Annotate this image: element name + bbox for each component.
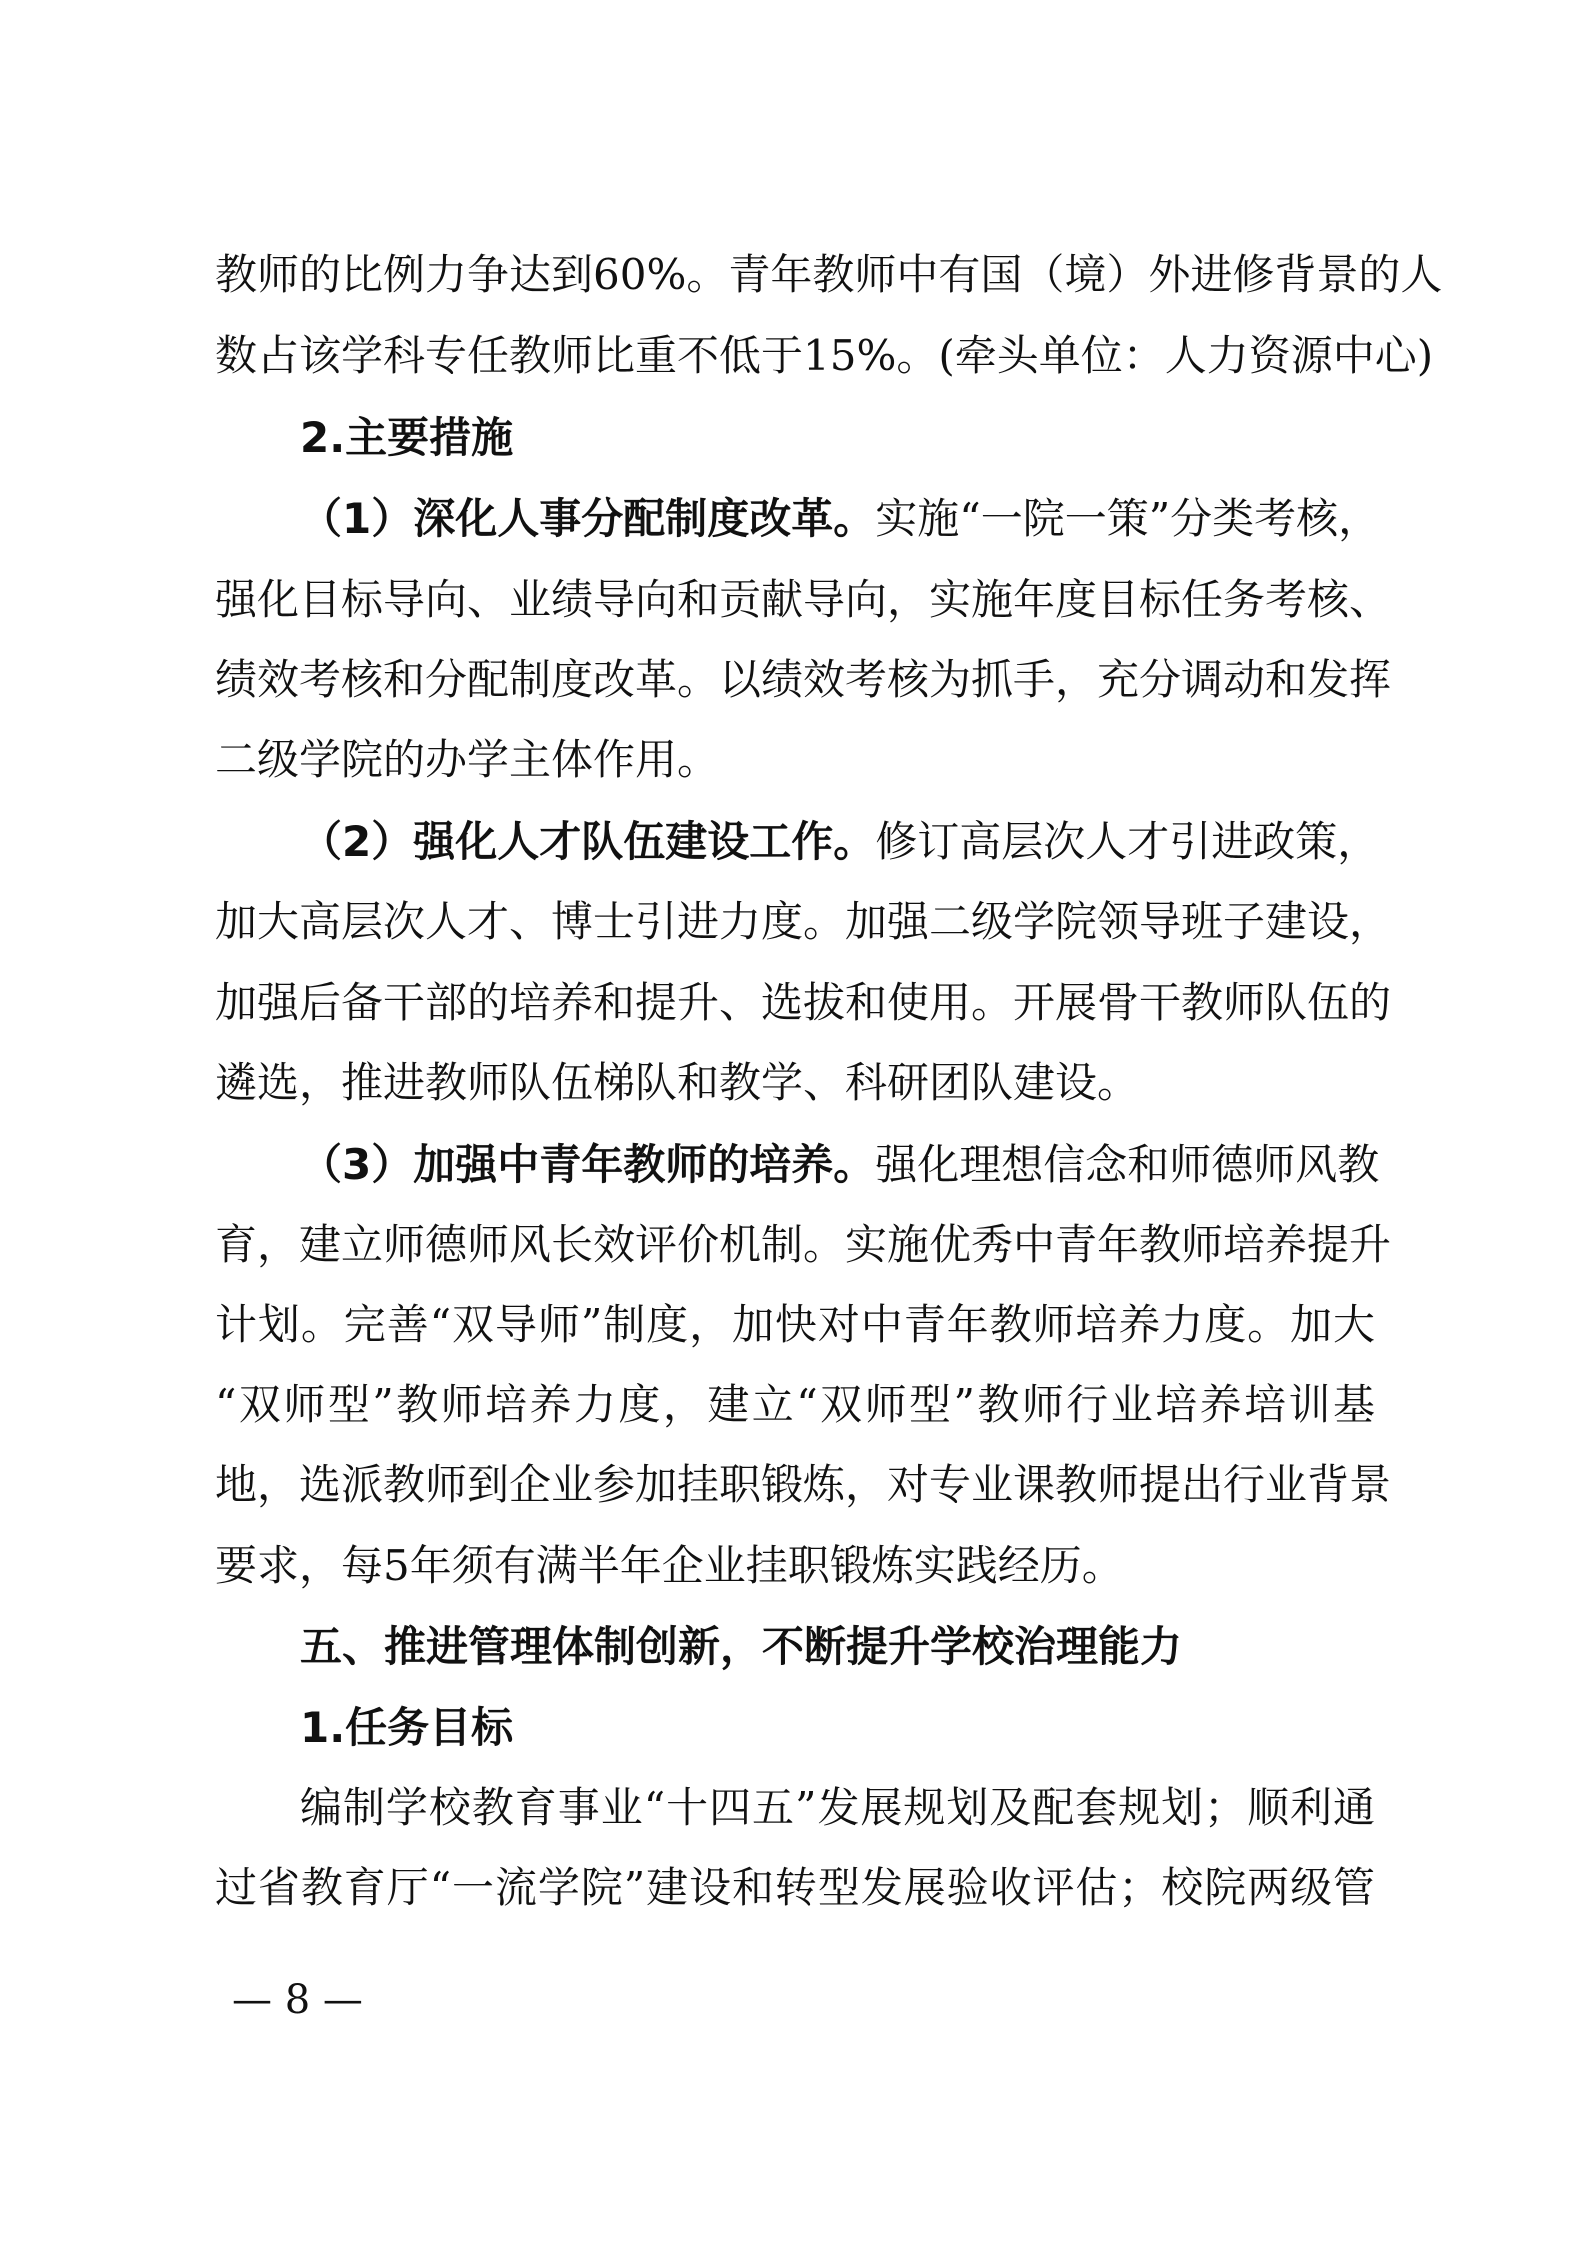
measure-text: 强化理想信念和师德师风教 [875,1140,1380,1189]
text-line: 强化目标导向、业绩导向和贡献导向，实施年度目标任务考核、 [215,575,1392,624]
measure-title: （1）深化人事分配制度改革。 [300,494,876,543]
measure-title: （2）强化人才队伍建设工作。 [300,817,876,866]
text-line: 计划。完善“双导师”制度，加快对中青年教师培养力度。加大 [215,1300,1375,1349]
paragraph-first-line [300,1137,1380,1193]
text-line: 教师的比例力争达到60%。青年教师中有国（境）外进修背景的人 [215,250,1443,299]
section-heading: 1.任务目标 [300,1703,514,1752]
text-line: 绩效考核和分配制度改革。以绩效考核为抓手，充分调动和发挥 [215,655,1392,704]
text-line: 二级学院的办学主体作用。 [215,735,720,784]
text-line: 加大高层次人才、博士引进力度。加强二级学院领导班子建设， [215,897,1392,946]
page-number: — 8 — [232,1977,363,2023]
section-heading: 2.主要措施 [300,413,514,462]
text-line: 数占该学科专任教师比重不低于15%。(牵头单位：人力资源中心) [215,331,1434,380]
paragraph-first-line: 编制学校教育事业“十四五”发展规划及配套规划；顺利通 [300,1783,1375,1832]
text-line: “双师型”教师培养力度，建立“双师型”教师行业培养培训基 [215,1380,1375,1429]
text-line: 过省教育厅“一流学院”建设和转型发展验收评估；校院两级管 [215,1863,1375,1912]
text-line: 要求，每5年须有满半年企业挂职锻炼实践经历。 [215,1541,1124,1590]
paragraph-first-line [300,814,1380,870]
measure-title: （3）加强中青年教师的培养。 [300,1140,876,1189]
text-line: 育，建立师德师风长效评价机制。实施优秀中青年教师培养提升 [215,1220,1392,1269]
text-line: 地，选派教师到企业参加挂职锻炼，对专业课教师提出行业背景 [215,1460,1392,1509]
chapter-heading: 五、推进管理体制创新，不断提升学校治理能力 [300,1622,1183,1671]
measure-text: 修订高层次人才引进政策， [875,817,1380,866]
text-line: 加强后备干部的培养和提升、选拔和使用。开展骨干教师队伍的 [215,978,1392,1027]
text-line: 遴选，推进教师队伍梯队和教学、科研团队建设。 [215,1058,1140,1107]
paragraph-first-line [300,491,1381,547]
measure-text: 实施“一院一策”分类考核， [875,494,1381,543]
